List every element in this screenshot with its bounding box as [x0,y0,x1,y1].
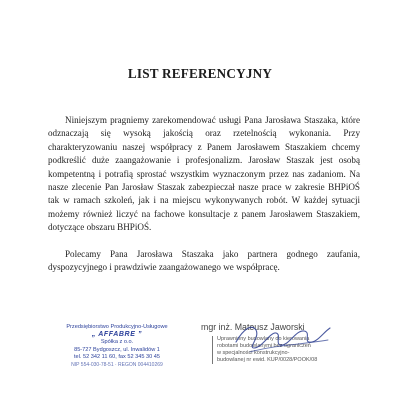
letter-paragraph: Polecamy Pana Jarosława Staszaka jako partnera godnego zaufania, dyspozycyjnego i prawdziwie zaangażowanego we współpracę. [48,248,360,273]
company-type: Przedsiębiorstwo Produkcyjno-Usługowe [66,324,168,330]
letter-paragraph: Niniejszym pragniemy zarekomendować usługi Pana Jarosława Staszaka, które odznaczają się wysoką jakością oraz rzetelnością wykonania. Przy charakteryzowaniu naszej współpracy z Panem Jarosławem Staszakiem chcemy podkreślić duże zaangażowanie i profesjonalizm. Jarosław Staszak jest osobą kompetentną i potrafią sprostać wszystkim wyznaczonym przez nas zadaniom. Na nasze zlecenie Pan Jarosław Staszak zabezpieczał nasze prace w zakresie BHPiOŚ tak w ramach szkoleń, jak i na miejscu wykonywanych robót. W każdej sytuacji możemy również liczyć na fachowe konsultacje z panem Jarosławem Staszakiem, dotyczące obszaru BHPiOŚ. [48,115,360,233]
company-ids: NIP 554-030-78-51 · REGON 004410269 [71,361,163,368]
company-stamp [62,324,172,369]
company-phone: tel. 52 342 11 60, fax 52 345 30 45 [73,354,161,361]
qualification-line: Uprawniony budowlany do kierowania [217,336,310,342]
qualification-line: robotami budowlanymi bez ograniczeń [217,342,311,349]
qualification-line: budowlanej nr ewid. KUP/0028/POOK/08 [217,356,318,363]
letter-title: LIST REFERENCYJNY [127,66,273,81]
letter-body [48,114,360,274]
company-address: 85-727 Bydgoszcz, ul. Inwalidów 1 [74,346,160,353]
company-name: „ AFFABRE ” [91,331,143,339]
company-form: Spółka z o.o. [100,339,134,346]
signatory-name: mgr inż. Mateusz Jaworski [201,322,305,332]
handwritten-signature [230,318,335,362]
qualification-line: w specjalności konstrukcyjno- [217,349,290,356]
